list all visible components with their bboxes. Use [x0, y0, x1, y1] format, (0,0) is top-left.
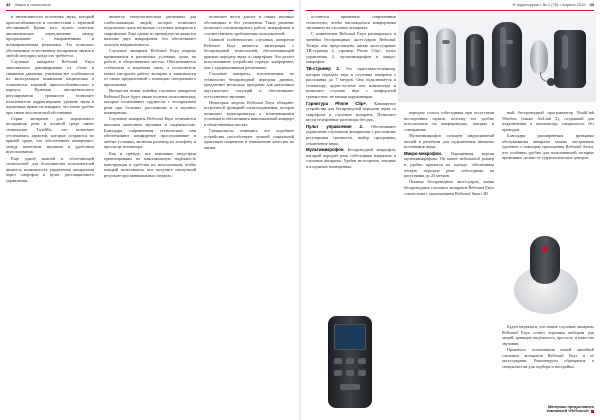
left-section-title: Наука и технологии [14, 2, 51, 7]
remote-control-photo [304, 306, 396, 414]
tv-streamer-text: Это приставка-телевизор, которая передаёт звук в слуховые аппараты с расстояния до 7 метров. Она подключается к телевизору, аудио-системе или компьютеру и позволяет слушать звук с комфортной громкостью, не мешая окружающим. [306, 65, 396, 99]
credit-line-2: компанией «ReSound» [546, 409, 589, 414]
paragraph: Как и прежде, все компании индустрии ориентированы на максимальную надёжность конструкции и удобство их эксплуатации, чтобы каждый пользователь мог получить наилучший результат при минимальных затратах. [104, 150, 196, 178]
paragraph: Слуховые аппараты ReSound Enya максимально демпфированы от сбоев и снижения давления, учитывая все особенности их эксплуатации пожилыми пациентами и отличаются хорошей приспособленностью к корпусу. Функция автоматического регулирования громкости позволяет пользователю корректировать уровень звука в наушниках прямо на аппарате, что очень удобно при смене акустической обстановки. [6, 59, 94, 115]
paragraph: останется применять современные технологии, чтобы наслаждаться комфортным звучанием на слуховых аппаратах. [306, 14, 396, 31]
right-page-header [513, 0, 594, 10]
multimic-text: Беспроводной микрофон, который передаёт речь собеседника напрямую в слуховые аппараты. Удобен на встречах, лекциях и в шумных помещениях. [306, 147, 396, 170]
page-gutter [299, 0, 301, 420]
paragraph: Приятного пользования новой линейкой слуховых аппаратов ReSound Enya и её аксессуарами. Рекомендуем обращаться к специалистам для подбора и настройки. [502, 346, 594, 369]
micro-mic-heading: Микро-микрофон. [404, 150, 442, 156]
paragraph: и интенсивности источника звука, который приспосабливается в соответствии с шумовой обстановкой. Кроме того, нужно отметить автоматическое переключение между программами с направленным и всенаправленным режимами. Это позволяет обеспечивать естественное восприятие звуков в любой ситуации, когда это требуется. [6, 14, 94, 59]
paragraph: Благодаря расширенным функциям обслуживания аппараты можно настраивать удалённо с помощью приложения ReSound Assist, что особенно удобно для пользователей, которые проживают далеко от сурдологических центров. [502, 132, 594, 161]
paragraph: Мультимикрофон оснащён индукционной петлёй и разъёмом для подключения внешних источников звука. [404, 132, 494, 150]
hearing-aid-bte-icon [530, 40, 548, 74]
micro-mic-text: Упрощённая версия мультимикрофона. Он имеет небольшой размер и удобно крепится на одежде, обеспечивая чёткую передачу речи собеседника на расстоянии до 25 метров. [404, 150, 494, 179]
left-column-2 [104, 14, 196, 412]
left-page-number: 42 [6, 2, 11, 7]
end-of-article-icon [591, 410, 594, 413]
remote-control-icon [328, 316, 372, 408]
hearing-aid-large-icon [492, 22, 522, 88]
paragraph: Слуховые аппараты, изготовленные по технологии беспроводной передачи данных, предлагают несколько программ для различных акустических ситуаций и обеспечивают естественное звучание. [204, 71, 294, 99]
paragraph: Специалисты отмечают, что подобные устройства способствуют лучшей социальной адаптации пациентов и повышению качества их жизни. [204, 128, 294, 151]
left-header-rule [6, 10, 294, 11]
paragraph: Слуховые аппараты ReSound Enya широко применяются в различных условиях: дома, на работе, в общественных местах. Обеспечивается стабильная и надёжная связь, а пользователь может настроить работу аппарата в зависимости от своих предпочтений с помощью специального приложения. [104, 48, 196, 87]
paragraph: Интересна новая линейка слуховых аппаратов ReSound Enya будет также полезна пользователям, которые испытывают трудности с восприятием речи при больших расстояниях и в шумных помещениях. [104, 87, 196, 116]
micro-mic-photo [500, 230, 594, 322]
paragraph: является технологическим решением для слабослышащих людей, которое позволяет подключать сразу несколько слуховых аппаратов к смартфонам. Ещё одним из преимуществ является наличие двух микрофонов, что обеспечивает лучшую направленность. [104, 14, 196, 47]
article-credit [547, 405, 594, 414]
paragraph: Главной особенностью слуховых аппаратов ReSound Enya является интеграция с беспроводной технологией, обеспечивающей прямую передачу звука со смартфона. Это делает использование устройства гораздо комфортнее, чем с традиционными решениями. [204, 36, 294, 70]
paragraph: ный беспроводной программатор NoahLink Wireless (также AirLink 2), созданный для подключения к компьютеру специалиста без проводов. [502, 110, 594, 132]
phone-clip-heading: Гарнитура Phone Clip+. [306, 100, 368, 106]
section-remote [306, 124, 396, 146]
section-phone-clip [306, 101, 396, 123]
paragraph: позволяет вести диалог в самых шумных обстановках и без утомления. Такое решение позволяет оптимизировать работу микрофонов и соответствовать требованиям пользователей. [204, 14, 294, 36]
paragraph: Серия аппаратов для нормального восприятия речи в шумной среде имеет технологию TwinMic, что позволяет отслеживать характер, которые создаются по прямой среде, что обеспечивает компромисс между качеством звучания и удобством использования. [6, 115, 94, 155]
paragraph: Ещё одной важной и облегчающей технологией для большинства пользователей является возможность управления аппаратами через смартфон и пульт дистанционного управления. [6, 155, 94, 183]
remote-text: Обеспечивает управление слуховыми аппаратами с расстояния: регулировка громкости, выбор программы, отключение звука. [306, 123, 396, 146]
paragraph: Некоторые модели ReSound Enya обладают встроенной функцией шумоподавления, которая позволяет адаптироваться к изменяющимся условиям и обеспечивать максимальный комфорт в общественных местах. [204, 99, 294, 128]
hearing-aid-silver-icon [436, 28, 456, 84]
micro-mic-icon [530, 236, 560, 284]
right-header-rule [306, 10, 594, 11]
paragraph: Слуховые аппараты ReSound Enya отличаются высоким качеством звучания и надёжностью. Благодаря современным технологиям они обеспечивают комфортное прослушивание в любых условиях, включая разговор по телефону и просмотр телевизора. [104, 116, 196, 150]
credit-line-1: Материал предоставлен [547, 404, 594, 409]
paragraph: Будем надеяться, что новые слуховые аппараты ReSound Enya станут хорошим выбором для людей, ценящих надёжность, простоту и качество звучания. [502, 324, 594, 346]
hearing-aid-small-icon [466, 34, 484, 86]
paragraph: передаче голоса собеседника при отсутствии посторонних шумов, поэтому его удобно использовать на конференциях, лекциях и совещаниях. [404, 110, 494, 132]
right-section-title: Ф Аудиторума • № 1 (75) • Апрель 2019 [512, 2, 586, 7]
left-column-1 [6, 14, 94, 412]
left-column-3 [204, 14, 294, 412]
paragraph: Помимо беспроводных аксессуаров, линия беспроводных слуховых аппаратов ReSound Enya совместима с приложением ReSound Smart 3D. [404, 179, 494, 196]
remote-heading: Пульт управления 2. [306, 123, 364, 129]
phone-clip-text: Компактное устройство для беспроводной передачи звука со смартфона в слуховые аппараты. Позволяет вести телефонные разговоры без рук. [306, 100, 396, 123]
right-page-number: 43 [589, 2, 594, 7]
right-column-2 [404, 110, 494, 414]
left-page-header [6, 0, 51, 10]
tv-streamer-heading: ТВ-стример 2. [306, 65, 340, 71]
right-column-3-lower [502, 324, 594, 402]
multimic-heading: Мультимикрофон. [306, 147, 345, 153]
section-multimic [306, 147, 396, 169]
paragraph: С появлением ReSound Enya расширилась и линейка беспроводных аксессуаров ReSound. Теперь она представлена пятью аксессуарами: ТВ-стример 2, стример Phone Clip+, пульт управления 2, мультимикрофон и микро-микрофон. [306, 31, 396, 65]
section-micro-mic [404, 151, 494, 179]
hearing-aid-black-icon [404, 26, 428, 86]
section-tv-streamer [306, 66, 396, 100]
tv-streamer-device-icon [554, 30, 586, 88]
right-column-3 [502, 110, 594, 228]
